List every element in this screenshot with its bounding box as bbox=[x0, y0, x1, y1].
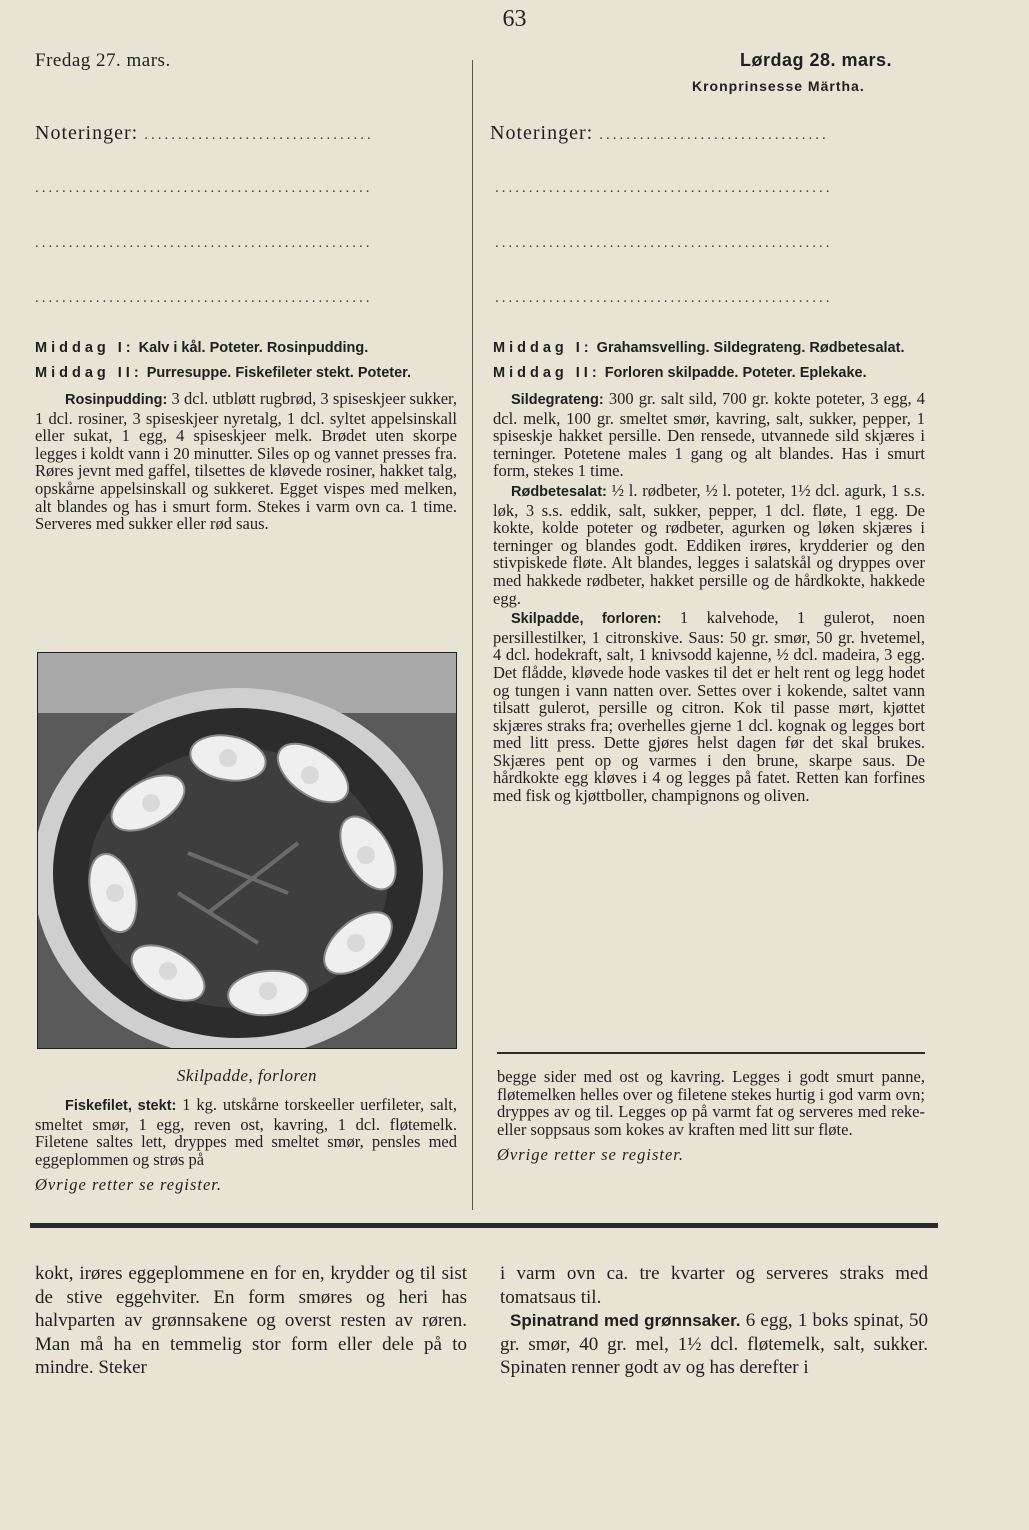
recipe-spinatrand bbox=[500, 1309, 928, 1380]
notes-label-text: Noteringer: bbox=[35, 122, 139, 144]
left-footer: Øvrige retter se register. bbox=[35, 1175, 222, 1195]
page-bottom-rule bbox=[30, 1223, 938, 1228]
recipe-title: Rødbetesalat: bbox=[511, 483, 607, 500]
recipe-text: 3 dcl. utbløtt rugbrød, 3 spiseskjeer sukker, 1 dcl. rosiner, 3 spiseskjeer nyretalg, 1 dcl. syltet appelsinskall eller sukat, 1 egg, 4 spiseskjeer melk. Brødet uten skorpe legges i koldt vann i 20 minutter. Siles op og vannet presses fra. Røres jevnt med gaffel, tilsettes de kløvede rosiner, hakket talg, opskårne appelsinskall og sukkeret. Egget vispes med melken, alt blandes og has i smurt form. Stekes i varm ovn ca. 1 time. Serveres med sukker eller rød saus. bbox=[35, 389, 457, 534]
menu-label: Middag I: bbox=[35, 340, 135, 356]
dotted-line: .................................. bbox=[144, 127, 374, 143]
right-menu-1 bbox=[493, 340, 925, 357]
page-number: 63 bbox=[502, 6, 527, 32]
dotted-line: .................................. bbox=[599, 127, 829, 143]
recipe-title: Spinatrand med grønnsaker. bbox=[510, 1311, 741, 1330]
dotted-line: .................................................. bbox=[495, 235, 833, 251]
left-column-lower bbox=[35, 1096, 457, 1202]
recipe-text: 1 kg. utskårne torskeeller uerfileter, salt, smeltet smør, 1 egg, reven ost, kavring, 1 dcl. fløtemelk. Filetene saltes lett, dryppes med smeltet smør, pensles med eggeplommen og strøs på bbox=[35, 1095, 458, 1169]
recipe-text: 300 gr. salt sild, 700 gr. kokte poteter, 3 egg, 4 dcl. melk, 100 gr. smeltet smør, kavring, salt, sukker, pepper, 1 spiseskje hakket persille. Den rensede, utvannede sild skjæres i terninger. Potetene males 1 gang og alt blandes. Has i smurt form, stekes 1 time. bbox=[493, 389, 925, 481]
recipe-title: Rosinpudding: bbox=[65, 392, 168, 408]
dotted-line: .................................................. bbox=[35, 180, 373, 196]
left-column bbox=[35, 340, 457, 541]
menu-text: Grahamsvelling. Sildegrateng. Rødbetesalat. bbox=[596, 340, 905, 356]
mock-turtle-dish-photo-icon bbox=[38, 653, 456, 1048]
dotted-line: .................................................. bbox=[495, 290, 833, 306]
notes-label-text: Noteringer: bbox=[490, 122, 594, 144]
menu-label: Middag II: bbox=[35, 365, 143, 381]
menu-text: Kalv i kål. Poteter. Rosinpudding. bbox=[138, 340, 369, 356]
photo-caption: Skilpadde, forloren bbox=[176, 1066, 318, 1085]
left-menu-2 bbox=[35, 365, 457, 382]
recipe-title: Skilpadde, forloren: bbox=[511, 611, 662, 628]
right-menu-2 bbox=[493, 365, 925, 382]
right-date: Lørdag 28. mars. bbox=[740, 50, 893, 70]
section-rule bbox=[497, 1052, 925, 1054]
right-notes-label bbox=[490, 122, 920, 145]
right-footer: Øvrige retter se register. bbox=[497, 1145, 684, 1165]
recipe-text: 6 egg, 1 boks spinat, 50 gr. smør, 40 gr. mel, 1½ dcl. fløtemelk, salt, sukker. Spinaten renner godt av og has derefter i bbox=[500, 1310, 929, 1378]
dotted-line: .................................................. bbox=[495, 180, 833, 196]
recipe-title: Fiskefilet, stekt: bbox=[65, 1098, 177, 1114]
continued-text: i varm ovn ca. tre kvarter og serveres straks med tomatsaus til. bbox=[500, 1263, 928, 1308]
dotted-line: .................................................. bbox=[35, 290, 373, 306]
right-subtitle: Kronprinsesse Märtha. bbox=[692, 78, 865, 94]
recipe-text: 1 kalvehode, 1 gulerot, noen persillestilker, 1 citronskive. Saus: 50 gr. smør, 50 gr. hvetemel, 4 dcl. hodekraft, salt, 1 knivsodd kajenne, ½ dcl. madeira, 3 egg. Det flådde, kløvede hode vaskes til det er helt rent og legg hodet og tungen i vann natten over. Settes over i kokende, saltet vann tilsatt gulerot, persille og citron. Kok til passe mørt, kjøttet skjæres straks fra; overhelles gjerne 1 dcl. kognak og legges bort med litt press. Dette gjøres helst dagen før det skal brukes. Skjæres pent op og varmes i den brune, skarpe saus. De hårdkokte egg kløves i 4 og legges på fatet. Retten kan forfines med fisk og kjøttboller, champignons og oliven. bbox=[493, 608, 925, 806]
right-column bbox=[493, 340, 925, 813]
dish-photo bbox=[37, 652, 457, 1049]
next-page-right-text bbox=[500, 1262, 928, 1380]
recipe-skilpadde bbox=[493, 609, 925, 805]
recipe-title: Sildegrateng: bbox=[511, 392, 604, 408]
menu-text: Forloren skilpadde. Poteter. Eplekake. bbox=[604, 365, 867, 381]
left-notes-label bbox=[35, 122, 455, 145]
left-menu-1 bbox=[35, 340, 457, 357]
menu-text: Purresuppe. Fiskefileter stekt. Poteter. bbox=[146, 365, 412, 381]
recipe-rosinpudding bbox=[35, 390, 457, 533]
menu-label: Middag I: bbox=[493, 340, 593, 356]
recipe-fiskefilet bbox=[35, 1096, 457, 1168]
recipe-text: ½ l. rødbeter, ½ l. poteter, 1½ dcl. agurk, 1 s.s. løk, 3 s.s. eddik, salt, sukker, pepper, 1 dcl. fløte, 1 egg. De kokte, kolde poteter og rødbeter, agurken og løken skjæres i terninger og blandes godt. Eddiken irøres, krydderier og den stivpiskede fløte. Alt blandes, legges i salatskål og dryppes over med hakkede rødbeter, hakket persille og de hårdkokte, hakkede egg. bbox=[493, 480, 926, 608]
menu-label: Middag II: bbox=[493, 365, 601, 381]
recipe-rodbetesalat bbox=[493, 482, 925, 607]
next-page-left-text bbox=[35, 1262, 467, 1380]
fiskefilet-continuation: begge sider med ost og kavring. Legges i godt smurt panne, fløtemelken helles over og filetene stekes hurtig i god varm ovn; dryppes av og til. Legges op på varmt fat og serveres med reke- eller soppsaus som kokes av kraften med litt sur fløte. bbox=[497, 1067, 925, 1139]
left-date: Fredag 27. mars. bbox=[35, 50, 171, 71]
continued-text: kokt, irøres eggeplommene en for en, krydder og til sist de stive eggehviter. En form smøres og heri has halvparten av grønnsakene og overst resten av røren. Man må ha en temmelig stor form eller dele på to mindre. Steker bbox=[35, 1263, 467, 1378]
column-divider bbox=[472, 60, 473, 1210]
recipe-sildegrateng bbox=[493, 390, 925, 480]
right-column-lower bbox=[497, 1068, 925, 1172]
dotted-line: .................................................. bbox=[35, 235, 373, 251]
